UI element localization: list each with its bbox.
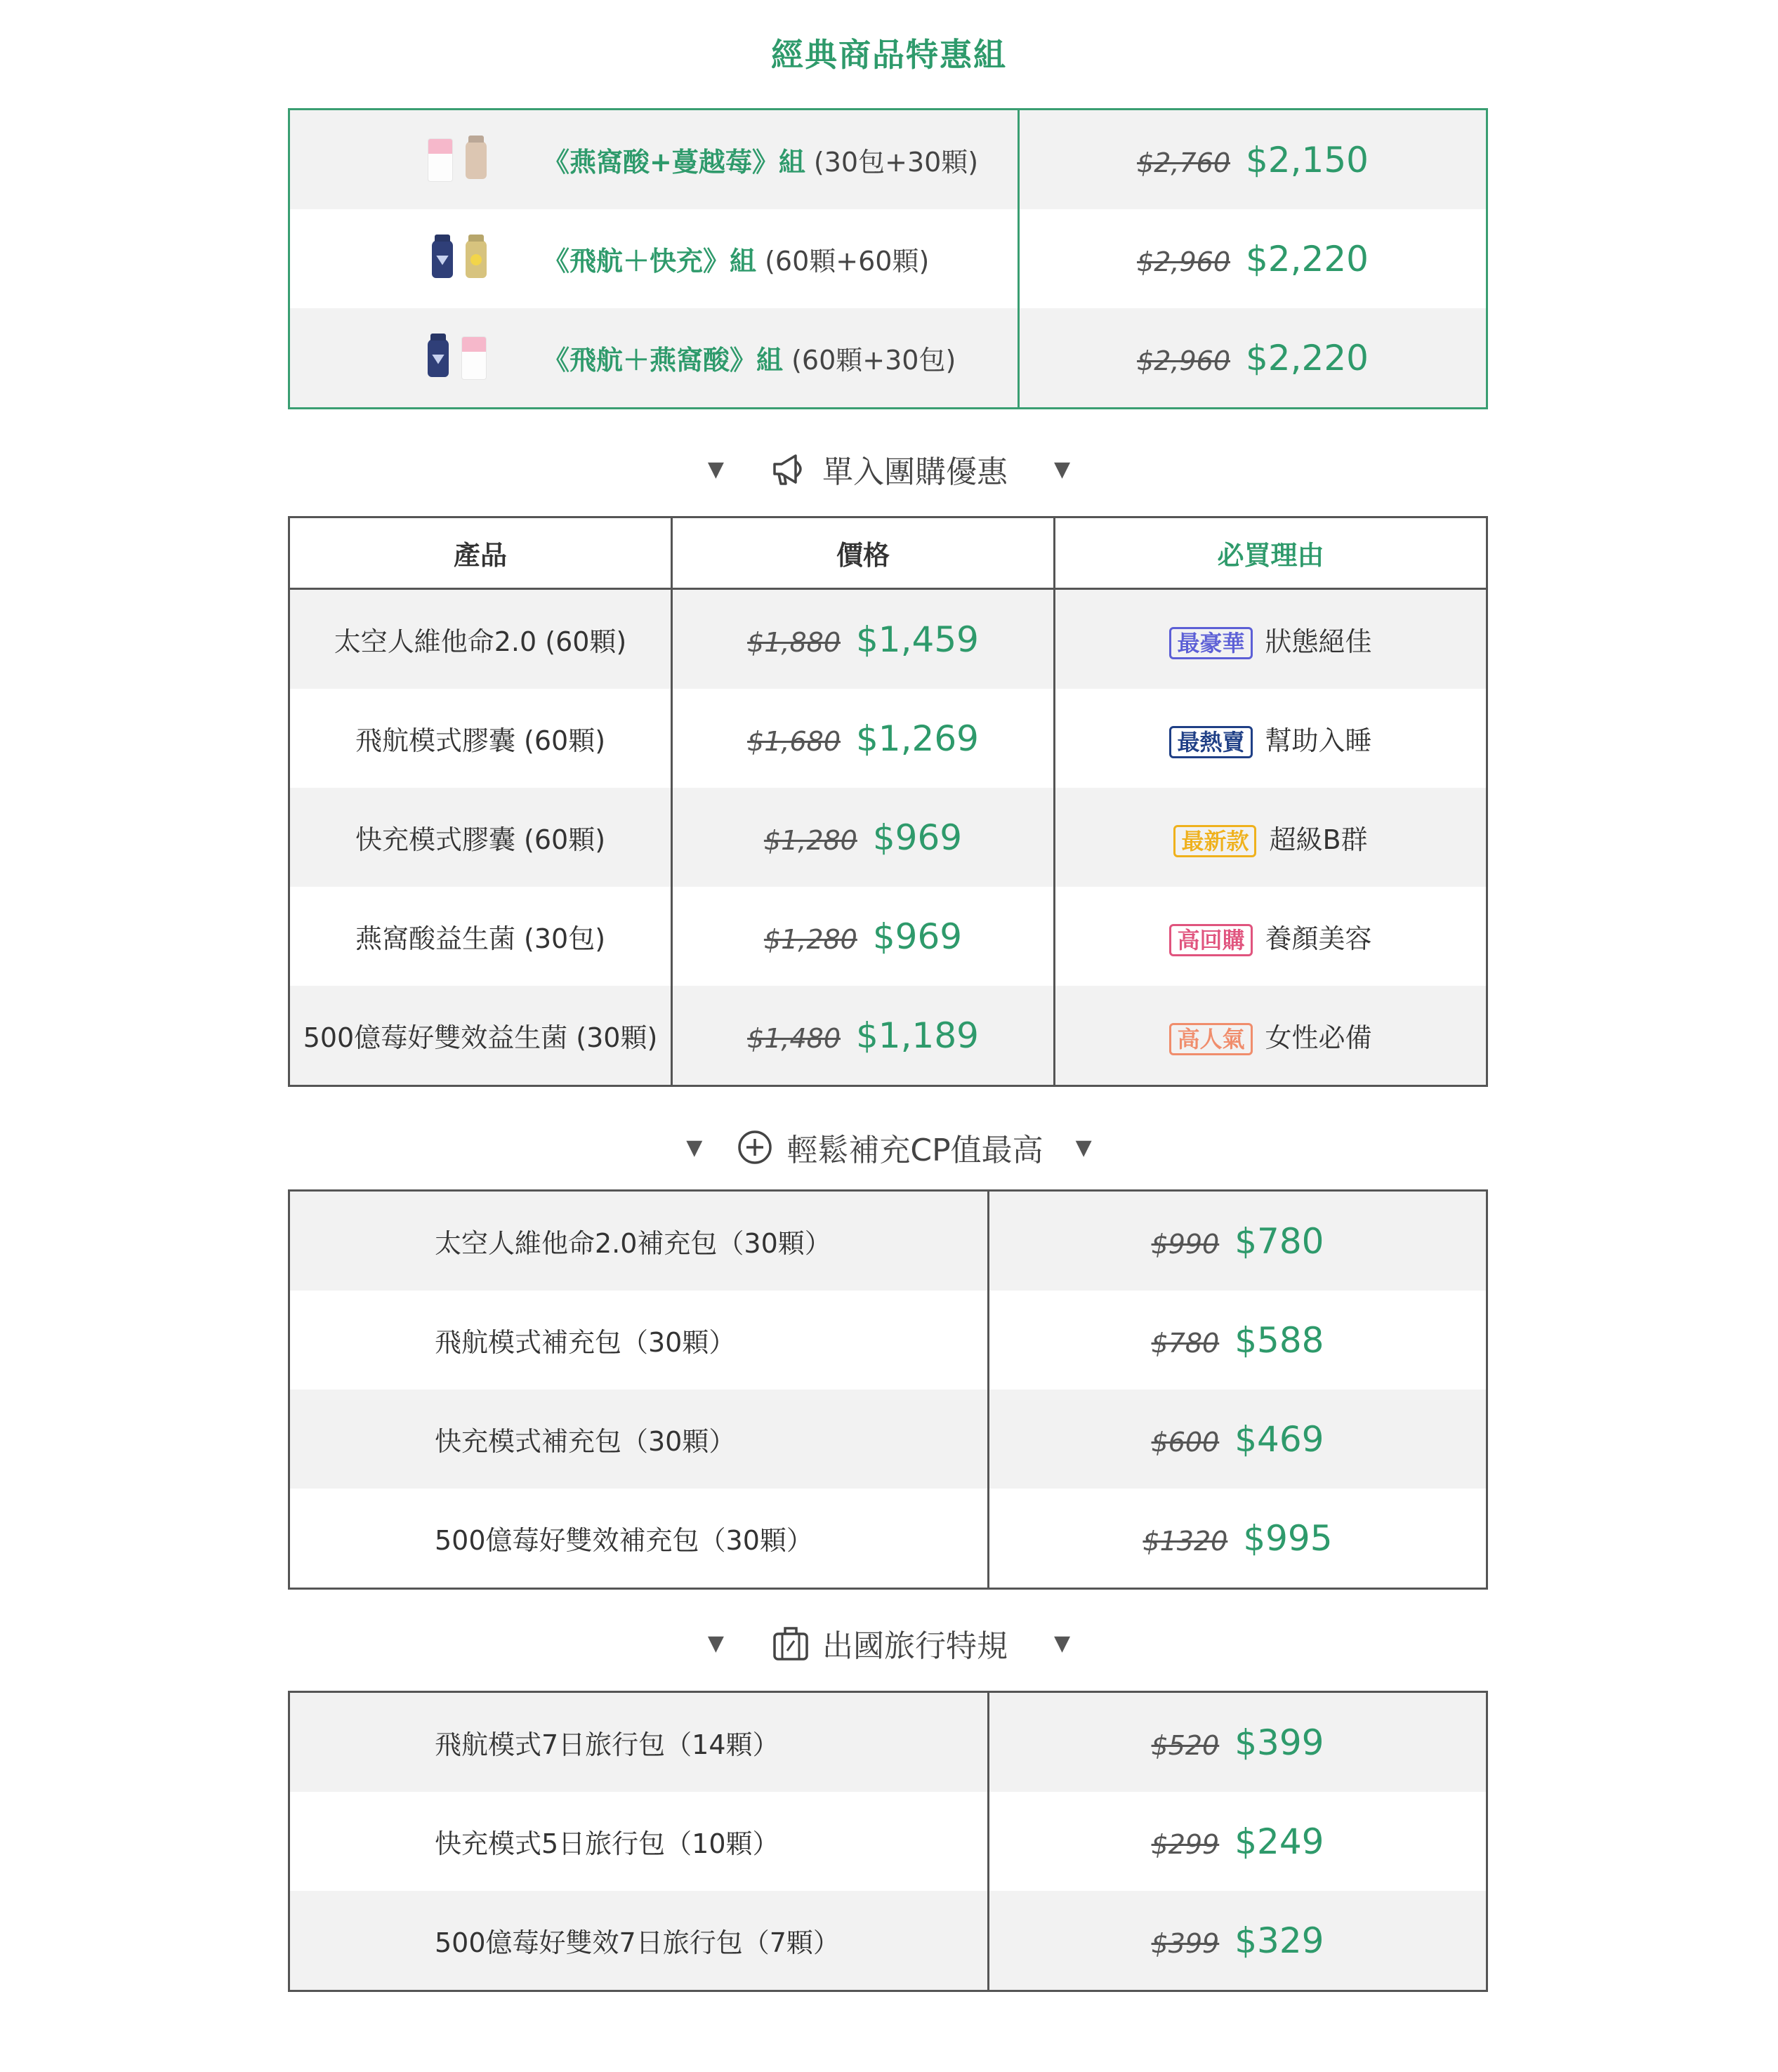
price-cell	[989, 1891, 1487, 1991]
product-cell	[289, 887, 672, 986]
sale-price: $995	[1243, 1517, 1333, 1559]
table-row	[289, 110, 1487, 210]
price-cell	[989, 1191, 1487, 1291]
badge: 最熱賣	[1169, 726, 1252, 758]
table-row	[289, 1390, 1487, 1489]
reason-text: 養顏美容	[1265, 923, 1372, 954]
combo-label	[543, 239, 929, 278]
bottle-image	[466, 240, 487, 278]
product-name: 快充模式5日旅行包（10顆）	[435, 1828, 779, 1859]
original-price: $2,760	[1137, 147, 1230, 178]
travel-heading	[0, 1618, 1778, 1668]
price-cell	[989, 1291, 1487, 1390]
combo-name: 《燕窩酸+蔓越莓》組	[543, 147, 805, 178]
original-price: $2,960	[1137, 246, 1230, 277]
megaphone-icon	[770, 449, 811, 489]
price-cell	[672, 689, 1055, 788]
sale-price: $2,150	[1246, 139, 1369, 180]
table-row	[289, 1489, 1487, 1589]
product-cell	[289, 1489, 989, 1589]
original-price: $1,880	[747, 626, 841, 658]
triangle-down-icon: ▼	[686, 1135, 703, 1160]
table-row	[289, 1792, 1487, 1891]
original-price: $990	[1151, 1228, 1220, 1260]
price-cell	[989, 1792, 1487, 1891]
bottle-image	[466, 141, 487, 179]
price-cell	[672, 887, 1055, 986]
table-row	[289, 589, 1487, 689]
product-thumbnails	[290, 336, 487, 380]
section-title: 經典商品特惠組	[771, 36, 1007, 74]
table-row	[289, 986, 1487, 1086]
price-cell	[989, 1390, 1487, 1489]
bottle-image	[432, 240, 453, 278]
price-cell	[1019, 209, 1487, 308]
price-cell	[672, 788, 1055, 887]
badge: 高人氣	[1169, 1023, 1252, 1055]
combo-label	[543, 140, 978, 179]
sachet-image	[461, 336, 487, 380]
price-cell	[1019, 110, 1487, 210]
triangle-down-icon: ▼	[1075, 1135, 1092, 1160]
sale-price: $329	[1234, 1920, 1324, 1961]
product-cell	[289, 788, 672, 887]
product-thumbnails	[290, 240, 487, 278]
triangle-down-icon: ▼	[1054, 456, 1071, 482]
price-cell	[989, 1489, 1487, 1589]
product-thumbnails	[290, 138, 487, 182]
refill-heading-text: 輕鬆補充CP值最高	[786, 1133, 1043, 1168]
reason-cell	[1055, 589, 1487, 689]
sale-price: $1,269	[856, 718, 979, 759]
sale-price: $588	[1234, 1319, 1324, 1361]
product-cell	[289, 1692, 989, 1793]
original-price: $1,680	[747, 725, 841, 757]
combo-qty: (60顆+60顆)	[756, 246, 930, 277]
original-price: $1320	[1142, 1525, 1228, 1557]
table-row	[289, 788, 1487, 887]
badge: 最新款	[1173, 825, 1256, 857]
combo-label	[543, 338, 956, 377]
product-cell	[289, 689, 672, 788]
price-cell	[672, 589, 1055, 689]
badge: 高回購	[1169, 924, 1252, 956]
triangle-down-icon: ▼	[707, 456, 724, 482]
sale-price: $2,220	[1246, 238, 1369, 279]
product-name: 燕窩酸益生菌 (30包)	[355, 923, 606, 954]
product-name: 快充模式膠囊 (60顆)	[355, 824, 606, 855]
price-cell	[672, 986, 1055, 1086]
product-cell	[289, 1191, 989, 1291]
sale-price: $780	[1234, 1220, 1324, 1262]
original-price: $600	[1151, 1426, 1220, 1458]
table-row	[289, 1692, 1487, 1793]
product-cell	[289, 986, 672, 1086]
original-price: $1,480	[747, 1022, 841, 1054]
product-name: 500億莓好雙效補充包（30顆）	[435, 1525, 813, 1556]
product-name: 飛航模式7日旅行包（14顆）	[435, 1729, 779, 1760]
product-name: 500億莓好雙效7日旅行包（7顆）	[435, 1927, 840, 1958]
sale-price: $1,189	[856, 1015, 979, 1056]
reason-cell	[1055, 788, 1487, 887]
product-cell	[289, 1291, 989, 1390]
price-cell	[1019, 308, 1487, 409]
table-row	[289, 887, 1487, 986]
reason-cell	[1055, 689, 1487, 788]
table-row	[289, 1191, 1487, 1291]
bottle-image	[428, 339, 449, 377]
original-price: $299	[1151, 1828, 1220, 1860]
original-price: $399	[1151, 1927, 1220, 1959]
triangle-down-icon: ▼	[707, 1630, 724, 1656]
sachet-image	[428, 138, 453, 182]
table-row	[289, 209, 1487, 308]
product-cell	[289, 589, 672, 689]
table-header-row	[289, 517, 1487, 589]
luggage-icon	[770, 1623, 811, 1663]
group-buy-heading-text: 單入團購優惠	[822, 454, 1008, 490]
table-row	[289, 1891, 1487, 1991]
badge: 最豪華	[1169, 627, 1252, 659]
reason-cell	[1055, 986, 1487, 1086]
group-buy-heading	[0, 444, 1778, 494]
original-price: $520	[1151, 1729, 1220, 1761]
plus-circle-icon	[735, 1127, 775, 1168]
sale-price: $969	[872, 916, 963, 957]
refill-table	[288, 1189, 1488, 1590]
table-row	[289, 689, 1487, 788]
combo-name: 《飛航＋快充》組	[543, 246, 757, 277]
combo-name: 《飛航＋燕窩酸》組	[543, 345, 784, 376]
product-name: 500億莓好雙效益生菌 (30顆)	[303, 1022, 658, 1053]
reason-text: 女性必備	[1265, 1022, 1372, 1053]
travel-table	[288, 1691, 1488, 1992]
sale-price: $1,459	[856, 619, 979, 660]
reason-text: 超級B群	[1269, 824, 1368, 855]
sale-price: $249	[1234, 1821, 1324, 1862]
original-price: $2,960	[1137, 345, 1230, 376]
table-row	[289, 308, 1487, 409]
product-cell	[289, 1792, 989, 1891]
product-name: 飛航模式補充包（30顆）	[435, 1327, 736, 1358]
sale-price: $469	[1234, 1418, 1324, 1460]
column-header-price: 價格	[672, 517, 1055, 589]
sale-price: $399	[1234, 1722, 1324, 1763]
table-row	[289, 1291, 1487, 1390]
original-price: $1,280	[763, 923, 857, 955]
travel-heading-text: 出國旅行特規	[822, 1628, 1008, 1664]
product-cell	[289, 1390, 989, 1489]
product-cell	[289, 1891, 989, 1991]
reason-text: 幫助入睡	[1265, 725, 1372, 756]
column-header-product: 產品	[289, 517, 672, 589]
original-price: $1,280	[763, 824, 857, 856]
product-name: 飛航模式膠囊 (60顆)	[355, 725, 606, 756]
reason-cell	[1055, 887, 1487, 986]
refill-heading	[0, 1123, 1778, 1172]
column-header-reason: 必買理由	[1055, 517, 1487, 589]
reason-text: 狀態絕佳	[1265, 626, 1372, 657]
product-name: 太空人維他命2.0補充包（30顆）	[435, 1228, 831, 1259]
combo-qty: (30包+30顆)	[805, 147, 979, 178]
product-name: 快充模式補充包（30顆）	[435, 1426, 736, 1457]
price-cell	[989, 1692, 1487, 1793]
original-price: $780	[1151, 1327, 1220, 1359]
combo-table	[288, 108, 1488, 409]
sale-price: $2,220	[1246, 337, 1369, 378]
combo-qty: (60顆+30包)	[783, 345, 956, 376]
sale-price: $969	[872, 817, 963, 858]
product-name: 太空人維他命2.0 (60顆)	[334, 626, 627, 657]
group-buy-table	[288, 516, 1488, 1087]
triangle-down-icon: ▼	[1054, 1630, 1071, 1656]
